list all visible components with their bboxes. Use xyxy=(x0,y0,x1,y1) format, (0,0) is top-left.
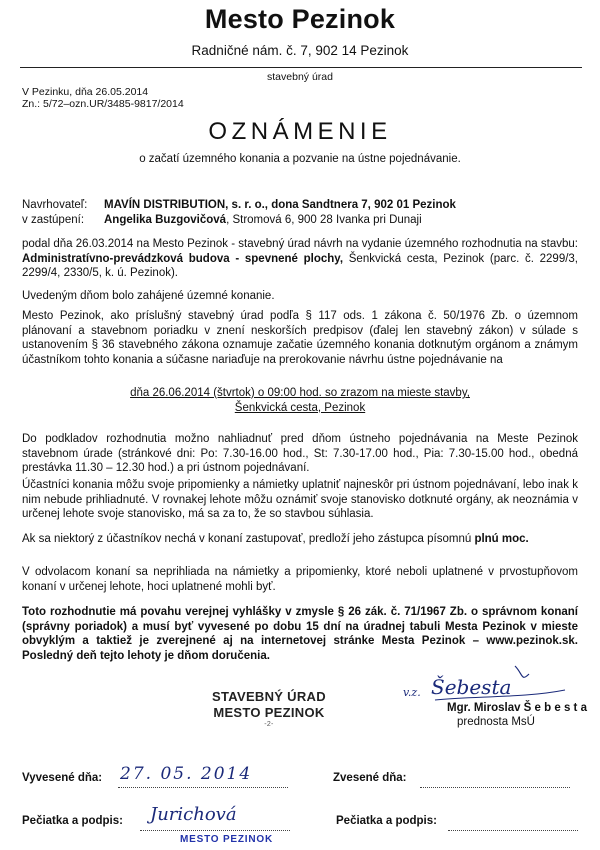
posted-label: Vyvesené dňa: xyxy=(22,772,103,784)
seal-label-left: Pečiatka a podpis: xyxy=(22,815,123,827)
header-divider xyxy=(20,67,582,68)
blue-city-stamp: MESTO PEZINOK xyxy=(180,834,274,845)
office-stamp xyxy=(212,689,326,729)
p6-power-of-attorney: plnú moc. xyxy=(474,533,529,545)
office-name: stavebný úrad xyxy=(267,71,333,83)
reference-number: Zn.: 5/72–ozn.UR/3485-9817/2014 xyxy=(22,98,184,110)
signatory-block xyxy=(447,701,587,729)
notice-heading: OZNÁMENIE xyxy=(208,118,392,145)
paragraph-authority: Mesto Pezinok, ako príslušný stavebný úrad podľa § 117 ods. 1 zákona č. 50/1976 Zb. o územnom plánovaní a stavebnom poriadku v znení neskorších predpisov (ďalej len stavebný zákon) v súlade s ustanovením § 36 stavebného zákona oznamuje začatie územného konania dotknutým orgánom a známym účastníkom tohto konania a súčasne nariaďuje na prerokovanie návrhu ústne pojednávanie na xyxy=(22,310,578,366)
removed-dotted-line xyxy=(420,787,570,788)
signature-scribble: Šebesta xyxy=(431,675,512,699)
p1-text-a: podal dňa 26.03.2014 na Mesto Pezinok - stavebný úrad návrh na vydanie územného rozhodnutia na stavbu: xyxy=(22,238,578,250)
place-date: V Pezinku, dňa 26.05.2014 xyxy=(22,86,149,98)
paragraph-inspection: Do podkladov rozhodnutia možno nahliadnuť pred dňom ústneho pojednávania na Meste Pezinok stavebnom úrade (stránkové dni: Po: 7.30-16.00 hod., St: 7.30-17.00 hod., Pia: 7.30-15.00 hod., obedná prestávka 11.30 – 12.30 hod.) a pri ústnom pojednávaní. xyxy=(22,433,578,474)
notice-subheading: o začatí územného konania a pozvanie na ústne pojednávanie. xyxy=(139,153,461,165)
paragraph-public-notice: Toto rozhodnutie má povahu verejnej vyhlášky v zmysle § 26 zák. č. 71/1967 Zb. o správnom konaní (správny poriadok) a musí byť vyvesené po dobu 15 dní na úradnej tabuli Mesta Pezinok v mieste obvyklým a taktiež je zverejnené aj na internetovej stránke Mesta Pezinok – www.pezinok.sk. Posledný deň tejto lehoty je dňom doručenia. xyxy=(22,606,578,662)
seal-dotted-line-right xyxy=(448,830,578,831)
parties-block xyxy=(22,198,578,227)
seal-label-right: Pečiatka a podpis: xyxy=(336,815,437,827)
hearing-date xyxy=(0,386,600,415)
paragraph-appeal: V odvolacom konaní sa neprihliada na námietky a pripomienky, ktoré neboli uplatnené v prvostupňovom konaní v určenej lehote, hoci uplatnené mohli byť. xyxy=(22,566,578,593)
paragraph-representation xyxy=(22,532,578,547)
seal-dotted-line-left xyxy=(140,830,290,831)
city-address: Radničné nám. č. 7, 902 14 Pezinok xyxy=(191,43,409,58)
representative-address: , Stromová 6, 900 28 Ivanka pri Dunaji xyxy=(226,213,422,226)
signature-initials: v.z. xyxy=(403,686,421,699)
applicant-row xyxy=(22,198,578,213)
applicant-label: Navrhovateľ: xyxy=(22,199,88,211)
representative-name: Angelika Buzgovičová xyxy=(104,213,227,226)
hearing-line-1: dňa 26.06.2014 (štvrtok) o 09:00 hod. so zrazom na mieste stavby, xyxy=(130,387,470,399)
paragraph-application xyxy=(22,237,578,281)
left-handwritten-signature: Jurichová xyxy=(150,804,237,825)
signatory-role: prednosta MsÚ xyxy=(457,716,535,728)
paragraph-started: Uvedeným dňom bolo zahájené územné konanie. xyxy=(22,290,275,302)
hearing-line-2: Šenkvická cesta, Pezinok xyxy=(234,401,366,414)
p1-text-b: Šenkvická cesta, Pezinok (parc. č. 2299/3, 2299/4, 2330/5, k. ú. Pezinok). xyxy=(22,252,578,279)
posted-dotted-line xyxy=(118,787,288,788)
representative-label: v zastúpení: xyxy=(22,213,85,226)
paragraph-objections: Účastníci konania môžu svoje pripomienky a námietky uplatniť najneskôr pri ústnom pojednávaní, lebo inak k nim nebude prihliadnuté. V rovnakej lehote môžu oznámiť svoje stanovisko dotknuté orgány, ak neoznámia v určenej lehote svoje stanovisko, má sa za to, že so stavbou súhlasia. xyxy=(22,479,578,520)
p1-building: Administratívno-prevádzková budova - spevnené plochy, xyxy=(22,252,344,265)
stamp-number: -2- xyxy=(264,721,274,728)
posted-date: 27. 05. 2014 xyxy=(120,764,253,784)
applicant-value: MAVÍN DISTRIBUTION, s. r. o., dona Sandtnera 7, 902 01 Pezinok xyxy=(104,199,456,211)
city-title: Mesto Pezinok xyxy=(204,4,396,34)
representative-row xyxy=(22,213,578,228)
stamp-line-2: MESTO PEZINOK xyxy=(213,705,325,720)
p6-text: Ak sa niektorý z účastníkov nechá v konaní zastupovať, predloží jeho zástupca písomnú xyxy=(22,533,475,545)
signatory-name: Mgr. Miroslav Š e b e s t a xyxy=(447,702,587,714)
removed-label: Zvesené dňa: xyxy=(333,772,407,784)
stamp-line-1: STAVEBNÝ ÚRAD xyxy=(212,689,326,704)
document-meta xyxy=(22,86,184,110)
